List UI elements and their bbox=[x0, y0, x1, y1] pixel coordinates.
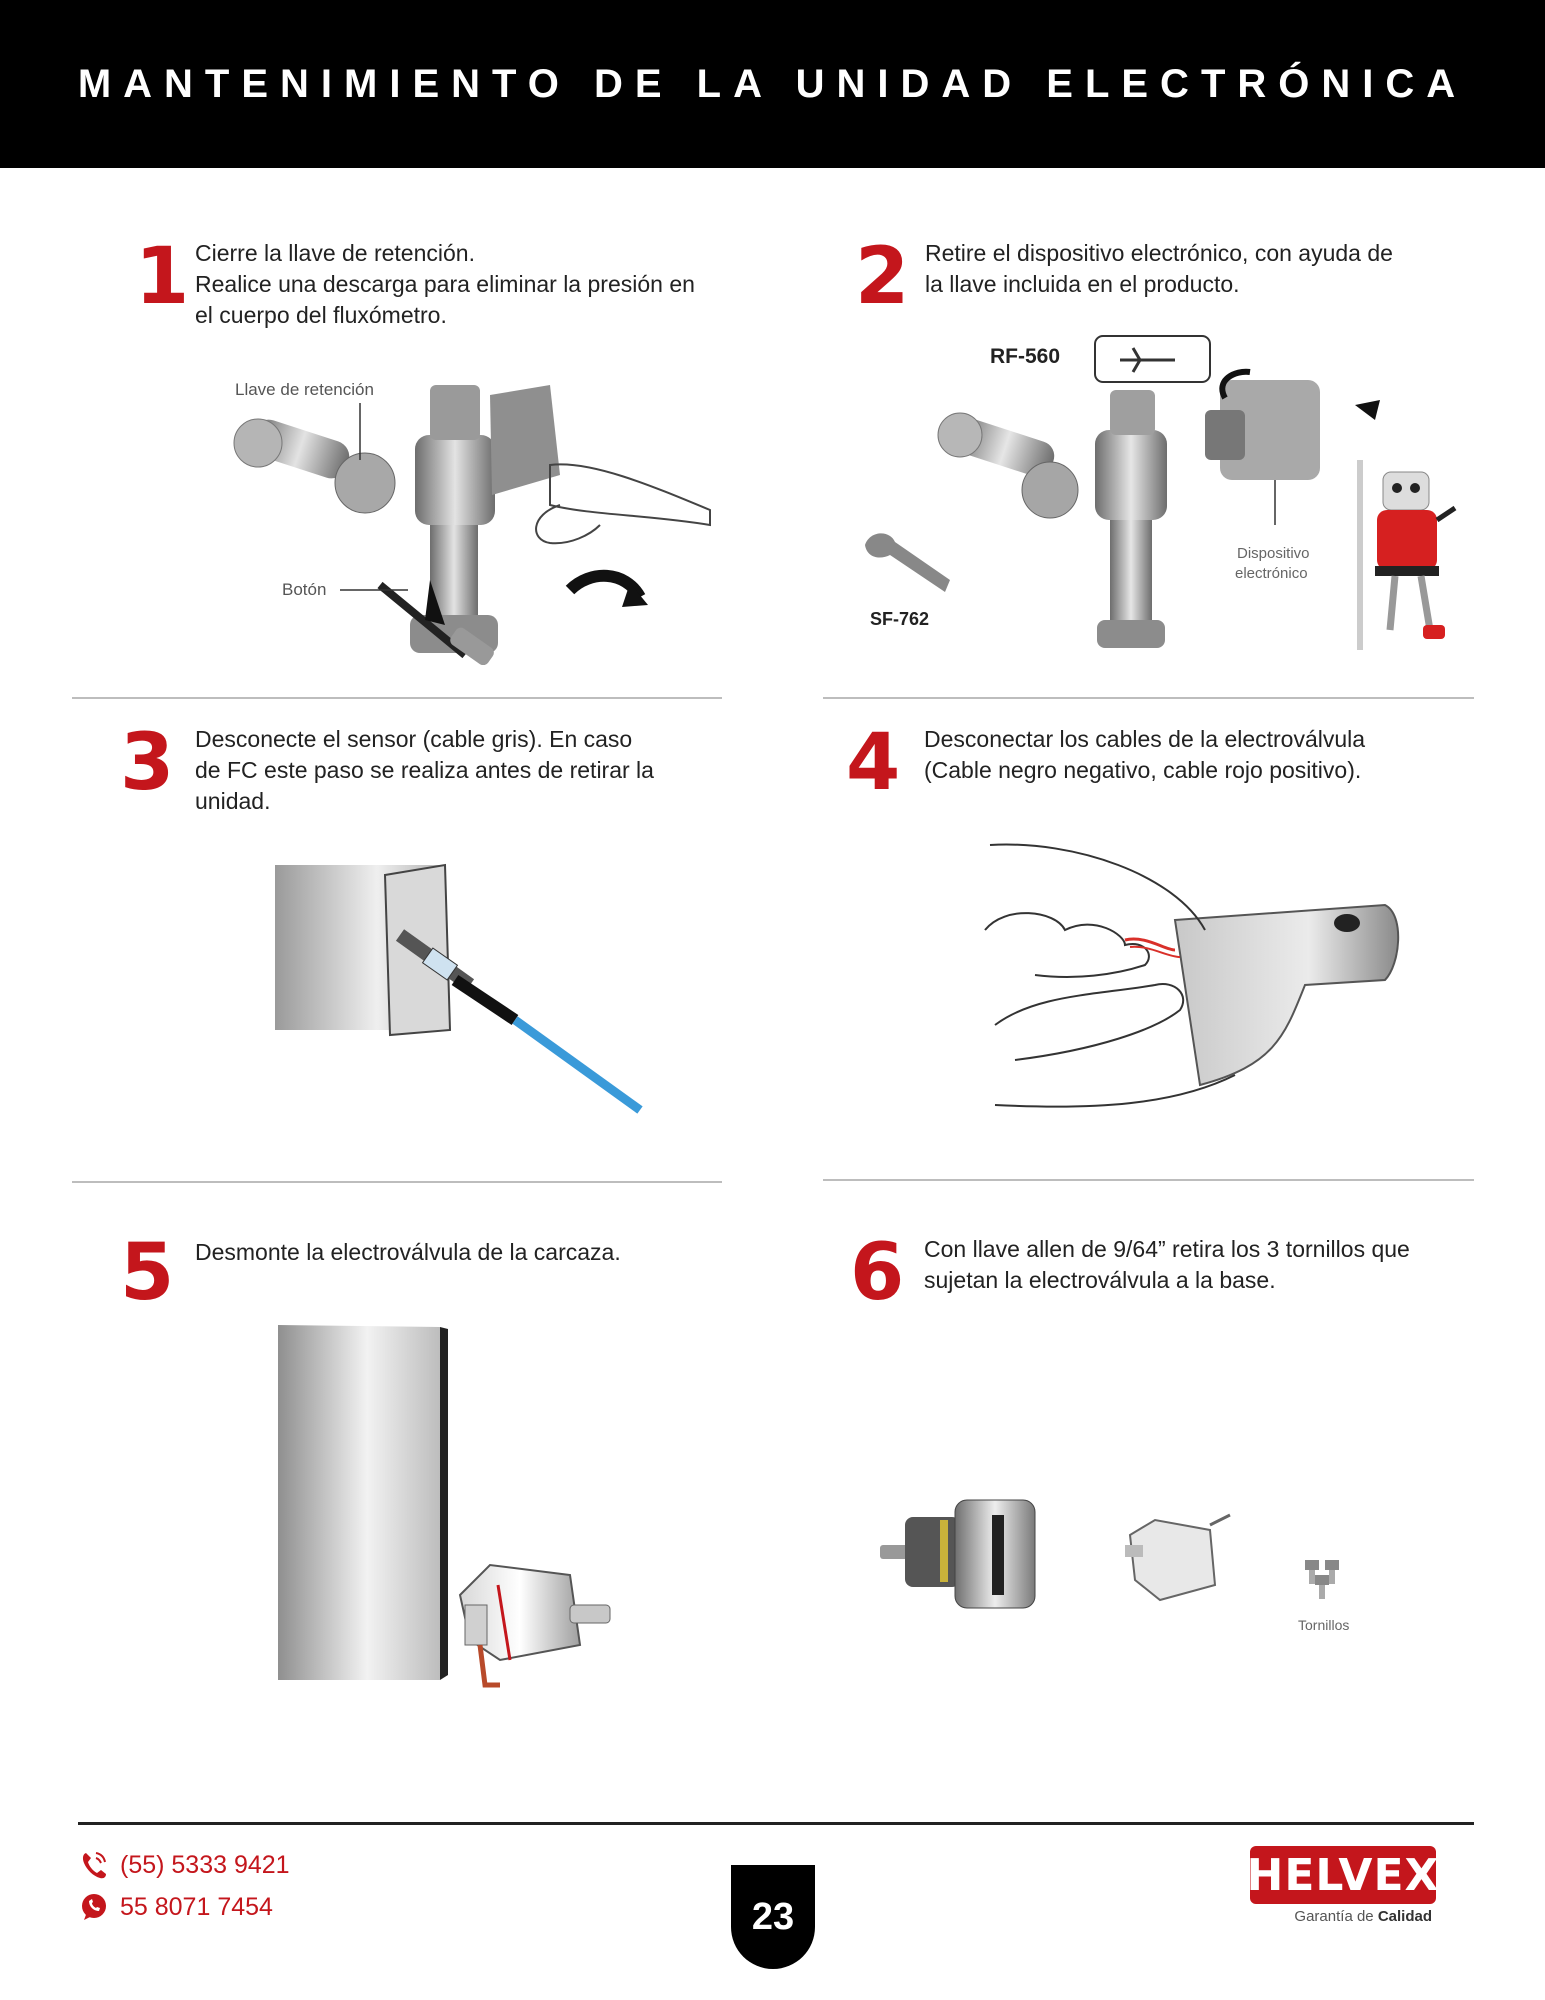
step-instructions bbox=[925, 238, 1393, 300]
label-tornillos: Tornillos bbox=[1298, 1617, 1350, 1633]
solenoid-valve bbox=[1125, 1515, 1230, 1600]
step-number: 6 bbox=[850, 1228, 905, 1318]
phone-icon bbox=[80, 1850, 108, 1880]
whatsapp-number: 55 8071 7454 bbox=[120, 1892, 273, 1921]
phone-contact[interactable] bbox=[80, 1850, 290, 1880]
label-llave-retencion: Llave de retención bbox=[235, 380, 374, 399]
mascot-icon bbox=[1375, 472, 1455, 639]
footer-divider bbox=[78, 1822, 1474, 1825]
page-number-text: 23 bbox=[751, 1895, 795, 1938]
cable-disconnect-illustration bbox=[975, 835, 1415, 1125]
step-text-line: el cuerpo del fluxómetro. bbox=[195, 302, 447, 328]
screws-removal-illustration bbox=[880, 1475, 1380, 1655]
divider bbox=[72, 697, 722, 699]
step-text-line: de FC este paso se realiza antes de retirar la bbox=[195, 757, 654, 783]
step-text-line: la llave incluida en el producto. bbox=[925, 271, 1240, 297]
divider bbox=[72, 1181, 722, 1183]
label-boton: Botón bbox=[282, 580, 327, 599]
phone-number: (55) 5333 9421 bbox=[120, 1850, 290, 1879]
step-text-line: Cierre la llave de retención. bbox=[195, 240, 475, 266]
brand-tagline bbox=[1250, 1908, 1440, 1925]
page-header bbox=[0, 0, 1545, 168]
tagline-bold: Calidad bbox=[1377, 1908, 1432, 1925]
sensor-cable bbox=[515, 1020, 640, 1110]
step-number: 3 bbox=[120, 718, 175, 808]
step-text-line: Realice una descarga para eliminar la presión en bbox=[195, 271, 695, 297]
step-instructions bbox=[195, 724, 654, 817]
valve-base bbox=[880, 1500, 1035, 1608]
screws-icon bbox=[1305, 1560, 1339, 1599]
step-number: 2 bbox=[855, 232, 910, 322]
label-sf-762: SF-762 bbox=[870, 609, 930, 629]
brand-name: HELVEX bbox=[1250, 1846, 1436, 1904]
step-instructions bbox=[924, 724, 1365, 786]
step-number: 1 bbox=[135, 232, 190, 322]
step-text-line: sujetan la electroválvula a la base. bbox=[924, 1267, 1276, 1293]
step-instructions bbox=[195, 238, 695, 331]
helvex-logo bbox=[1246, 1846, 1440, 1934]
label-dispositivo-1: Dispositivo bbox=[1237, 545, 1310, 562]
tagline-prefix: Garantía de bbox=[1294, 1908, 1374, 1925]
label-rf-560: RF-560 bbox=[990, 345, 1061, 368]
page-title: MANTENIMIENTO DE LA UNIDAD ELECTRÓNICA bbox=[77, 61, 1468, 106]
sensor-disconnect-illustration bbox=[270, 855, 650, 1115]
step-text-line: (Cable negro negativo, cable rojo positivo). bbox=[924, 757, 1362, 783]
step-instructions bbox=[924, 1234, 1410, 1296]
step-instructions bbox=[195, 1237, 621, 1268]
step-text-line: Con llave allen de 9/64” retira los 3 tornillos que bbox=[924, 1236, 1410, 1262]
page-number bbox=[731, 1865, 815, 1969]
label-dispositivo-2: electrónico bbox=[1235, 565, 1308, 582]
whatsapp-contact[interactable] bbox=[80, 1892, 273, 1922]
step-number: 5 bbox=[120, 1228, 175, 1318]
whatsapp-icon bbox=[80, 1892, 108, 1922]
step-text-line: Desconectar los cables de la electroválvula bbox=[924, 726, 1366, 752]
step-number: 4 bbox=[846, 718, 901, 808]
step-text-line: Desconecte el sensor (cable gris). En caso bbox=[195, 726, 633, 752]
flush-valve-illustration bbox=[230, 365, 730, 665]
remove-device-illustration bbox=[855, 330, 1495, 660]
step-text-line: Retire el dispositivo electrónico, con ayuda de bbox=[925, 240, 1393, 266]
valve-removal-illustration bbox=[270, 1315, 670, 1715]
step-text-line: Desmonte la electroválvula de la carcaza. bbox=[195, 1239, 621, 1265]
divider bbox=[823, 697, 1474, 699]
step-text-line: unidad. bbox=[195, 788, 271, 814]
divider bbox=[823, 1179, 1474, 1181]
